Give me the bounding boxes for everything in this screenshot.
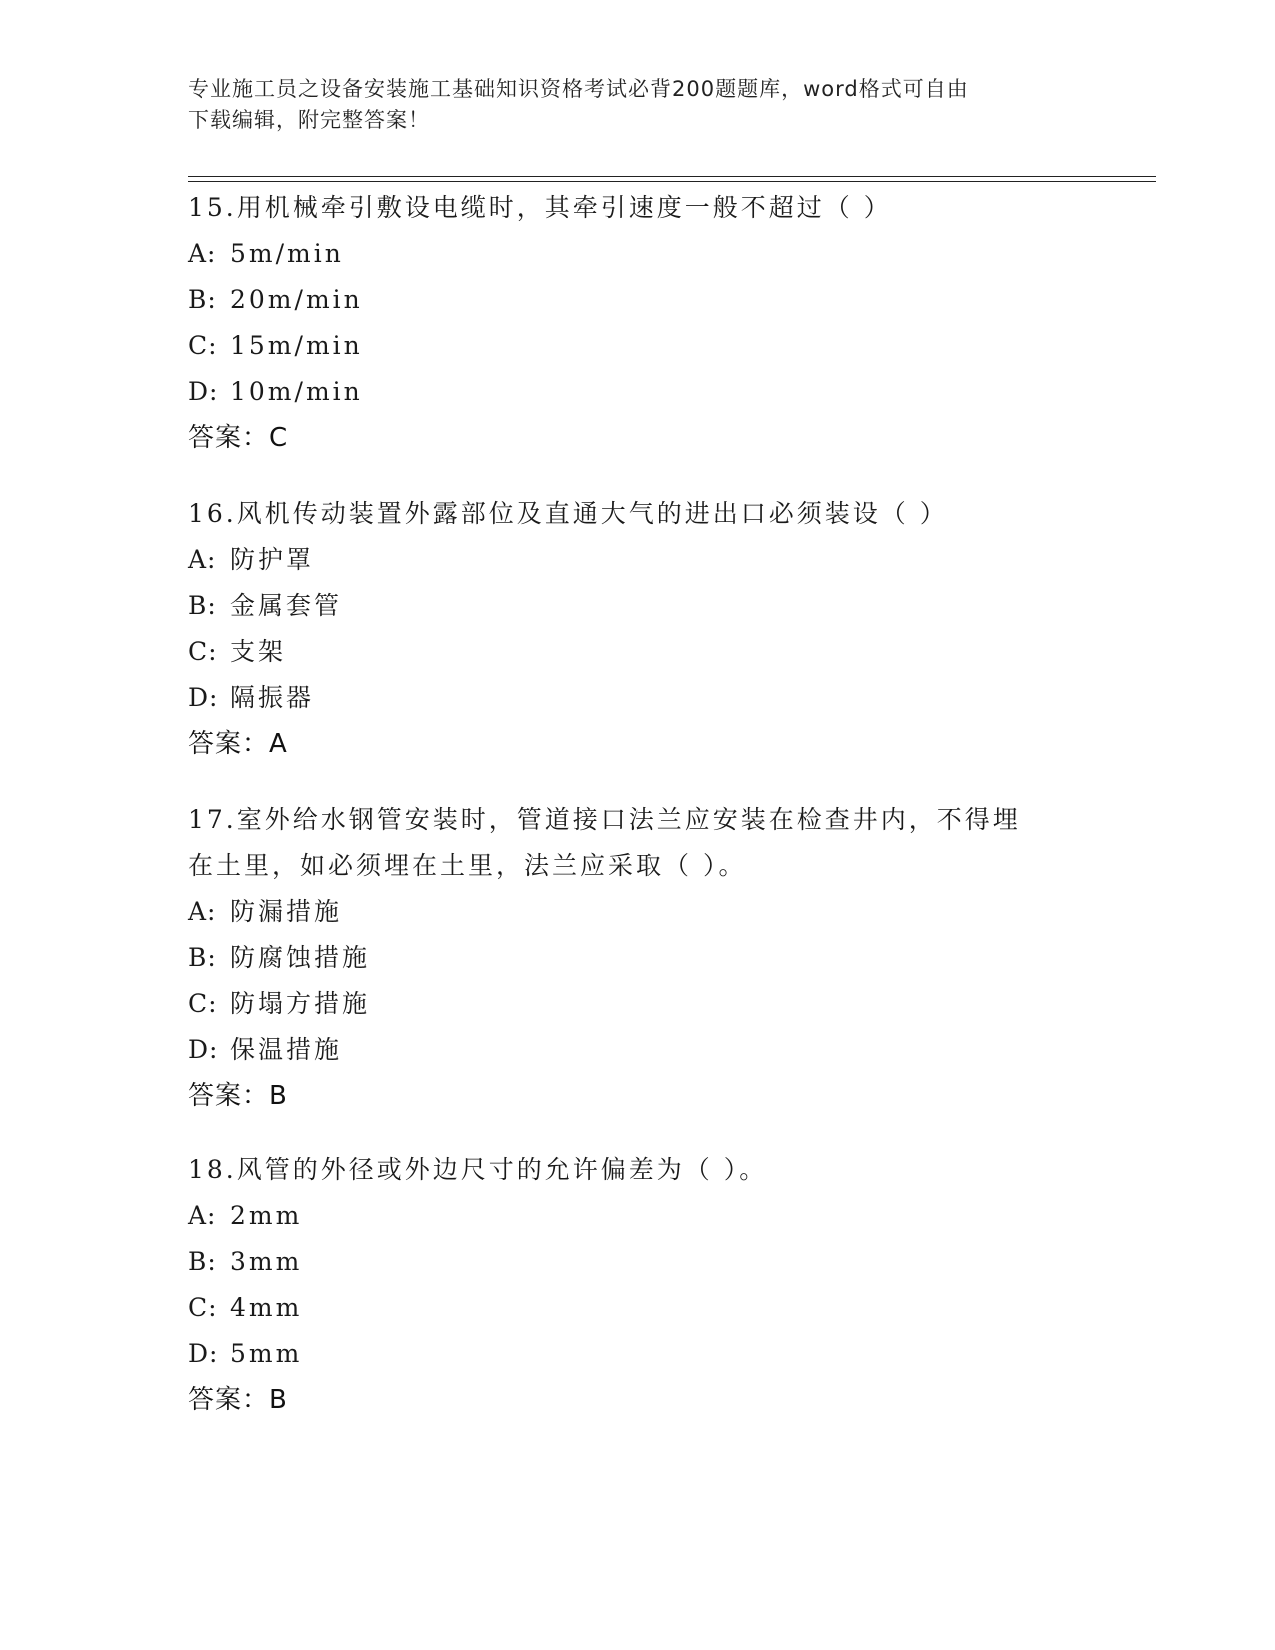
option-text: 防护罩 [230, 545, 315, 574]
option-letter: B: [188, 591, 217, 620]
option-letter: A: [188, 1201, 217, 1230]
answer-label: 答案：B [188, 1385, 288, 1415]
option-letter: C: [188, 637, 218, 666]
option-b [188, 1239, 1108, 1285]
option-text: 防漏措施 [230, 897, 343, 926]
option-letter: A: [188, 545, 217, 574]
option-c [188, 629, 1108, 675]
option-letter: B: [188, 1247, 217, 1276]
option-letter: A: [188, 897, 217, 926]
option-text: 4mm [230, 1293, 303, 1322]
option-text: 20m/min [230, 285, 363, 314]
header-divider-top [188, 176, 1156, 177]
document-header [188, 74, 1088, 136]
option-a [188, 537, 1108, 583]
question-stem: 17.室外给水钢管安装时，管道接口法兰应安装在检查井内，不得埋在土里，如必须埋在土里，法兰应采取（ ）。 [188, 805, 1021, 880]
option-a [188, 889, 1048, 935]
question-17 [188, 797, 1048, 1119]
option-text: 15m/min [230, 331, 363, 360]
header-divider-bottom [188, 181, 1156, 182]
question-stem: 18.风管的外径或外边尺寸的允许偏差为（ ）。 [188, 1155, 768, 1184]
option-letter: C: [188, 989, 218, 1018]
option-letter: A: [188, 239, 217, 268]
option-b [188, 583, 1108, 629]
header-line-2: 下载编辑，附完整答案！ [188, 108, 430, 132]
option-b [188, 935, 1048, 981]
option-a [188, 1193, 1108, 1239]
option-letter: C: [188, 1293, 218, 1322]
option-text: 隔振器 [230, 683, 315, 712]
option-d [188, 675, 1108, 721]
option-d [188, 1027, 1048, 1073]
option-letter: D: [188, 1035, 219, 1064]
question-stem: 16.风机传动装置外露部位及直通大气的进出口必须装设（ ） [188, 499, 948, 528]
option-letter: B: [188, 285, 217, 314]
question-16 [188, 491, 1108, 767]
option-letter: B: [188, 943, 217, 972]
option-c [188, 981, 1048, 1027]
option-text: 金属套管 [230, 591, 343, 620]
option-letter: D: [188, 377, 219, 406]
option-b [188, 277, 1108, 323]
option-d [188, 369, 1108, 415]
option-letter: C: [188, 331, 218, 360]
option-text: 3mm [230, 1247, 303, 1276]
option-d [188, 1331, 1108, 1377]
answer-label: 答案：A [188, 729, 288, 759]
option-c [188, 323, 1108, 369]
option-c [188, 1285, 1108, 1331]
option-text: 2mm [230, 1201, 303, 1230]
option-letter: D: [188, 683, 219, 712]
option-text: 支架 [230, 637, 287, 666]
option-text: 5m/min [230, 239, 344, 268]
option-letter: D: [188, 1339, 219, 1368]
answer-label: 答案：B [188, 1081, 288, 1111]
question-18 [188, 1147, 1108, 1423]
answer-label: 答案：C [188, 423, 289, 453]
option-text: 5mm [230, 1339, 303, 1368]
option-a [188, 231, 1108, 277]
option-text: 保温措施 [230, 1035, 343, 1064]
header-line-1: 专业施工员之设备安装施工基础知识资格考试必背200题题库，word格式可自由 [188, 77, 969, 101]
question-stem: 15.用机械牵引敷设电缆时，其牵引速度一般不超过（ ） [188, 193, 892, 222]
option-text: 防塌方措施 [230, 989, 371, 1018]
option-text: 防腐蚀措施 [230, 943, 371, 972]
option-text: 10m/min [230, 377, 363, 406]
question-15 [188, 185, 1108, 461]
